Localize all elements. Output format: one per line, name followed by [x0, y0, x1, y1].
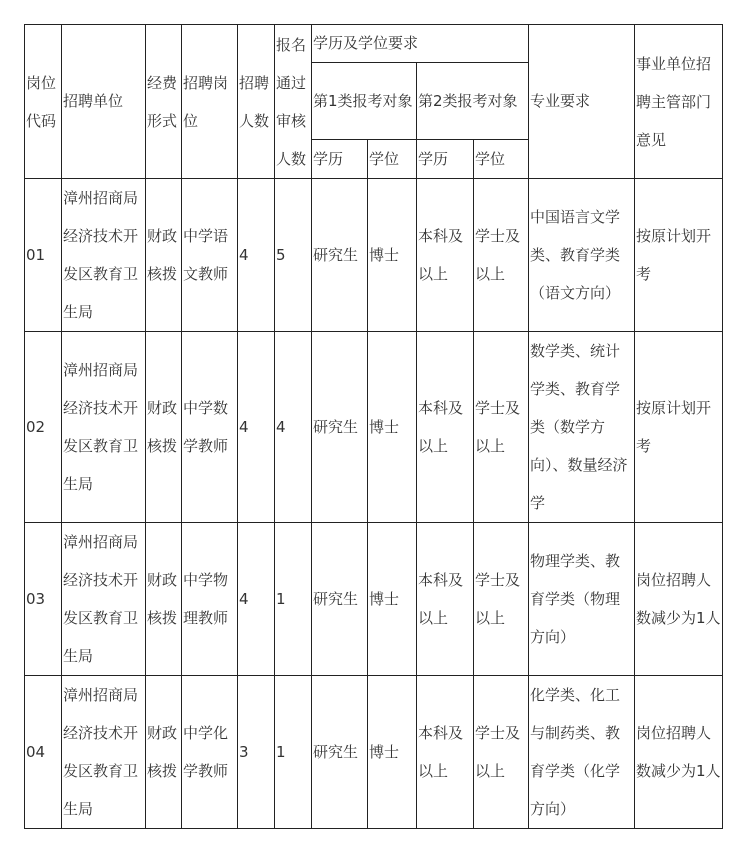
header-cat2-degree-level: 学历 — [417, 140, 474, 179]
cell-funding: 财政核拨 — [146, 332, 182, 523]
cell-position: 中学数学教师 — [182, 332, 238, 523]
header-cat1-degree-level: 学历 — [312, 140, 368, 179]
cell-quota: 4 — [238, 332, 275, 523]
cell-funding: 财政核拨 — [146, 676, 182, 829]
header-cat2-degree: 学位 — [474, 140, 529, 179]
cell-major: 中国语言文学类、教育学类（语文方向） — [529, 179, 635, 332]
cell-cat1-edu: 研究生 — [312, 179, 368, 332]
cell-cat1-degree: 博士 — [368, 676, 417, 829]
recruitment-table — [24, 24, 723, 829]
cell-code: 03 — [25, 523, 62, 676]
cell-major: 化学类、化工与制药类、教育学类（化学方向） — [529, 676, 635, 829]
cell-cat1-edu: 研究生 — [312, 332, 368, 523]
cell-code: 01 — [25, 179, 62, 332]
cell-cat2-edu: 本科及以上 — [417, 676, 474, 829]
table-row — [25, 523, 723, 676]
cell-quota: 4 — [238, 523, 275, 676]
header-cat2: 第2类报考对象 — [417, 63, 529, 140]
cell-passed: 1 — [275, 676, 312, 829]
cell-unit: 漳州招商局经济技术开发区教育卫生局 — [62, 523, 146, 676]
cell-passed: 5 — [275, 179, 312, 332]
cell-cat2-edu: 本科及以上 — [417, 179, 474, 332]
cell-quota: 4 — [238, 179, 275, 332]
table-row — [25, 332, 723, 523]
cell-cat2-degree: 学士及以上 — [474, 676, 529, 829]
header-cat1: 第1类报考对象 — [312, 63, 417, 140]
header-opinion: 事业单位招聘主管部门意见 — [635, 25, 723, 179]
cell-cat1-edu: 研究生 — [312, 676, 368, 829]
cell-cat2-degree: 学士及以上 — [474, 179, 529, 332]
cell-funding: 财政核拨 — [146, 179, 182, 332]
cell-major: 物理学类、教育学类（物理方向） — [529, 523, 635, 676]
table-row — [25, 179, 723, 332]
cell-major: 数学类、统计学类、教育学类（数学方向）、数量经济学 — [529, 332, 635, 523]
cell-opinion: 按原计划开考 — [635, 332, 723, 523]
cell-cat1-degree: 博士 — [368, 523, 417, 676]
header-code: 岗位代码 — [25, 25, 62, 179]
cell-code: 02 — [25, 332, 62, 523]
cell-opinion: 岗位招聘人数减少为1人 — [635, 523, 723, 676]
cell-cat1-edu: 研究生 — [312, 523, 368, 676]
cell-unit: 漳州招商局经济技术开发区教育卫生局 — [62, 676, 146, 829]
cell-cat2-degree: 学士及以上 — [474, 332, 529, 523]
cell-cat2-edu: 本科及以上 — [417, 523, 474, 676]
table-row — [25, 676, 723, 829]
cell-cat1-degree: 博士 — [368, 179, 417, 332]
header-cat1-degree: 学位 — [368, 140, 417, 179]
recruitment-table-sheet — [24, 24, 722, 830]
cell-passed: 1 — [275, 523, 312, 676]
cell-position: 中学物理教师 — [182, 523, 238, 676]
cell-passed: 4 — [275, 332, 312, 523]
cell-quota: 3 — [238, 676, 275, 829]
cell-opinion: 按原计划开考 — [635, 179, 723, 332]
cell-position: 中学语文教师 — [182, 179, 238, 332]
cell-code: 04 — [25, 676, 62, 829]
header-major: 专业要求 — [529, 25, 635, 179]
header-quota: 招聘人数 — [238, 25, 275, 179]
header-funding: 经费形式 — [146, 25, 182, 179]
cell-cat2-edu: 本科及以上 — [417, 332, 474, 523]
cell-cat1-degree: 博士 — [368, 332, 417, 523]
cell-unit: 漳州招商局经济技术开发区教育卫生局 — [62, 332, 146, 523]
cell-position: 中学化学教师 — [182, 676, 238, 829]
header-unit: 招聘单位 — [62, 25, 146, 179]
header-edu-req: 学历及学位要求 — [312, 25, 529, 63]
cell-cat2-degree: 学士及以上 — [474, 523, 529, 676]
cell-opinion: 岗位招聘人数减少为1人 — [635, 676, 723, 829]
header-position: 招聘岗位 — [182, 25, 238, 179]
header-passed: 报名通过审核人数 — [275, 25, 312, 179]
cell-unit: 漳州招商局经济技术开发区教育卫生局 — [62, 179, 146, 332]
cell-funding: 财政核拨 — [146, 523, 182, 676]
